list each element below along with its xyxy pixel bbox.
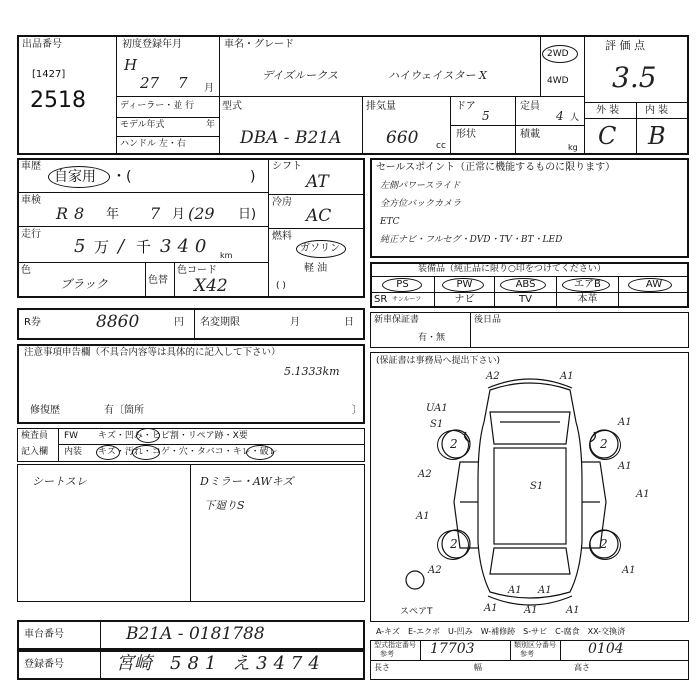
wheel-circle bbox=[589, 430, 621, 460]
shaken-day-unit: 日) bbox=[238, 207, 257, 222]
history-close: ) bbox=[250, 169, 256, 185]
repair-label: 修復歴 bbox=[30, 405, 60, 416]
sales-line: ETC bbox=[380, 217, 400, 227]
doors: 5 bbox=[482, 109, 490, 123]
inspector-label: 検査員 bbox=[21, 431, 49, 441]
damage-label: 2 bbox=[450, 437, 458, 451]
height-label: 高さ bbox=[574, 663, 590, 672]
damage-label: S1 bbox=[430, 419, 444, 430]
lot-number: 2518 bbox=[30, 88, 86, 113]
load-label: 積載 bbox=[520, 129, 540, 140]
equip-airbag: エアB bbox=[574, 279, 601, 290]
reg-month: 7 bbox=[178, 74, 188, 92]
drive-4wd: 4WD bbox=[547, 76, 569, 86]
repair-close: 〕 bbox=[352, 405, 362, 416]
fw-label: FW bbox=[64, 431, 79, 441]
damage-label: 2 bbox=[450, 537, 458, 551]
recycle-amount: 8860 bbox=[96, 312, 140, 332]
divider bbox=[18, 262, 268, 263]
grade: ハイウェイスター X bbox=[388, 69, 487, 82]
door-label: ドア bbox=[456, 101, 476, 112]
damage-label: S1 bbox=[530, 481, 544, 492]
equip-aw: AW bbox=[645, 279, 663, 290]
damage-label: A1 bbox=[538, 585, 552, 596]
length-label: 長さ bbox=[374, 663, 390, 672]
month-unit: 月 bbox=[204, 83, 214, 94]
fuel-paren: ( ) bbox=[276, 281, 286, 291]
model-num-label: 型式指定番号 bbox=[374, 641, 416, 649]
divider bbox=[100, 621, 101, 649]
damage-label: A2 bbox=[486, 371, 500, 382]
name-change-label: 名変期限 bbox=[200, 317, 240, 328]
shaken-year-unit: 年 bbox=[106, 207, 120, 222]
shape-label: 形状 bbox=[456, 129, 476, 140]
car-name-label: 車名・グレード bbox=[224, 39, 294, 50]
shift-label: シフト bbox=[272, 161, 302, 172]
color-code: X42 bbox=[194, 276, 228, 296]
recycle-label: R券 bbox=[24, 317, 41, 328]
mileage-label: 走行 bbox=[21, 229, 41, 240]
ac: AC bbox=[306, 206, 332, 226]
color: ブラック bbox=[60, 277, 108, 291]
first-reg-label: 初度登録年月 bbox=[122, 39, 182, 50]
category: 0104 bbox=[588, 641, 624, 657]
shaken-year: 8 bbox=[74, 204, 85, 223]
plate-kana: え bbox=[232, 653, 250, 674]
color-change-label: 色替 bbox=[148, 275, 168, 286]
divider bbox=[117, 96, 584, 97]
check-circle bbox=[132, 445, 160, 460]
model-code: DBA - B21A bbox=[240, 128, 342, 148]
sales-title: セールスポイント（正常に機能するものに限ります） bbox=[376, 162, 616, 173]
equip-navi: ナビ bbox=[454, 294, 475, 305]
header-box bbox=[17, 35, 689, 155]
shaken-month-unit: 月 bbox=[172, 207, 186, 222]
warranty-yes-no: 有・無 bbox=[418, 333, 446, 343]
shaken-era: R bbox=[56, 204, 69, 223]
sales-line: 純正ナビ・フルセグ・DVD・TV・BT・LED bbox=[380, 235, 563, 245]
model-year-label: モデル年式 bbox=[120, 120, 165, 130]
damage-label: A2 bbox=[418, 469, 432, 480]
damage-label: A2 bbox=[428, 565, 442, 576]
car-name: デイズルークス bbox=[262, 69, 339, 82]
divider bbox=[219, 36, 220, 154]
notes-handwritten: 5.1333km bbox=[284, 365, 340, 378]
comment: シートスレ bbox=[32, 475, 87, 488]
equip-tv: TV bbox=[519, 294, 532, 305]
handle-label: ハンドル 左・右 bbox=[120, 139, 186, 149]
fuel-diesel: 軽 油 bbox=[304, 263, 328, 274]
lot-label: 出品番号 bbox=[22, 39, 62, 50]
divider bbox=[117, 117, 219, 118]
divider bbox=[584, 36, 585, 154]
drive-2wd-circle bbox=[542, 45, 578, 63]
divider bbox=[371, 276, 688, 277]
displacement-label: 排気量 bbox=[366, 101, 396, 112]
history: 自家用 bbox=[54, 169, 96, 185]
damage-label: A1 bbox=[566, 605, 580, 616]
color-code-label: 色コード bbox=[177, 265, 217, 276]
ref-label: 参考 bbox=[520, 650, 534, 658]
lot-code: [1427] bbox=[32, 69, 66, 80]
comment: Dミラー・AWキズ bbox=[200, 475, 294, 488]
equip-pw: PW bbox=[456, 279, 473, 290]
mileage-sen-mark: / bbox=[118, 236, 125, 257]
warranty-label: 新車保証書 bbox=[374, 315, 420, 325]
equip-abs: ABS bbox=[515, 279, 536, 290]
notes-title: 注意事項申告欄（不具合内容等は具体的に記入して下さい） bbox=[24, 347, 281, 358]
score-label: 評 価 点 bbox=[605, 39, 645, 52]
wheel-circle bbox=[589, 530, 621, 560]
damage-label: A1 bbox=[508, 585, 522, 596]
sales-line: 左側パワースライド bbox=[380, 181, 461, 191]
divider bbox=[585, 102, 689, 103]
divider bbox=[636, 103, 637, 154]
ref-label: 参考 bbox=[380, 650, 394, 658]
entry-label: 記入欄 bbox=[21, 447, 49, 457]
diagram-note: (保証書は事務局へ提出下さい) bbox=[376, 356, 501, 366]
width-label: 幅 bbox=[474, 663, 482, 672]
divider bbox=[451, 125, 584, 126]
category-label: 類別区分番号 bbox=[514, 641, 556, 649]
mileage-man: 5 bbox=[74, 236, 86, 257]
divider bbox=[18, 192, 268, 193]
damage-label: A1 bbox=[618, 461, 632, 472]
score: 3.5 bbox=[612, 61, 657, 94]
km-unit: km bbox=[220, 251, 233, 260]
capacity-label: 定員 bbox=[520, 101, 540, 112]
damage-label: A1 bbox=[636, 489, 650, 500]
divider bbox=[470, 313, 471, 347]
mileage-rest: 340 bbox=[160, 236, 213, 257]
interior-grade: B bbox=[648, 122, 666, 150]
ext-checklist: キズ・凹み・ヒビ割・リペア跡・X要 bbox=[98, 431, 248, 441]
equip-leather: 本革 bbox=[577, 294, 598, 305]
repair-value: 有〔箇所 bbox=[104, 405, 144, 416]
divider bbox=[371, 292, 688, 293]
shaken-label: 車検 bbox=[21, 195, 41, 206]
persons-unit: 人 bbox=[570, 113, 580, 123]
shaken-day: (29 bbox=[188, 204, 215, 223]
history-label: 車歴 bbox=[21, 161, 41, 172]
damage-label: 2 bbox=[600, 537, 608, 551]
int-checklist: キズ・汚れ・コゲ・穴・タバコ・キレ・破レ bbox=[98, 447, 278, 457]
check-circle bbox=[136, 428, 160, 443]
plate-area: 宮崎 bbox=[116, 653, 152, 674]
check-circle bbox=[96, 445, 120, 460]
back-seat-label: 後日品 bbox=[474, 315, 502, 325]
color-label: 色 bbox=[21, 265, 31, 276]
divider bbox=[100, 651, 101, 679]
divider bbox=[510, 641, 511, 660]
wheel-circle bbox=[437, 530, 469, 560]
damage-label: A1 bbox=[560, 371, 574, 382]
era: H bbox=[124, 56, 138, 74]
divider bbox=[540, 36, 541, 96]
divider bbox=[560, 641, 561, 660]
displacement: 660 bbox=[386, 128, 419, 148]
damage-label: UA1 bbox=[426, 403, 448, 414]
check-circle bbox=[246, 445, 274, 460]
spare-label: スペアT bbox=[400, 607, 433, 617]
drive-2wd: 2WD bbox=[547, 49, 569, 59]
exterior-grade: C bbox=[598, 122, 617, 150]
exterior-label: 外 装 bbox=[596, 105, 620, 116]
divider bbox=[190, 465, 191, 601]
chassis: B21A - 0181788 bbox=[126, 624, 265, 644]
kg-unit: kg bbox=[568, 143, 578, 152]
interior-label: 内 装 bbox=[645, 105, 669, 116]
nc-month-unit: 月 bbox=[290, 317, 300, 328]
divider bbox=[18, 226, 268, 227]
ac-label: 冷房 bbox=[272, 197, 292, 208]
chassis-label: 車台番号 bbox=[24, 629, 64, 640]
divider bbox=[194, 309, 195, 339]
plate-num: 3474 bbox=[256, 653, 326, 674]
damage-label: 2 bbox=[600, 437, 608, 451]
divider bbox=[420, 641, 421, 660]
divider bbox=[145, 263, 146, 297]
sales-line: 全方位バックカメラ bbox=[380, 199, 462, 209]
equip-ps: PS bbox=[396, 279, 409, 290]
divider bbox=[117, 136, 219, 137]
fuel-label: 燃料 bbox=[272, 231, 292, 242]
shaken-month: 7 bbox=[150, 204, 161, 223]
divider bbox=[58, 429, 59, 461]
damage-label: A1 bbox=[618, 417, 632, 428]
history-paren: ・( bbox=[112, 169, 132, 185]
shift: AT bbox=[306, 172, 329, 192]
model-num: 17703 bbox=[430, 641, 475, 657]
divider bbox=[269, 228, 364, 229]
divider bbox=[371, 660, 688, 661]
divider bbox=[362, 97, 363, 154]
plate-label: 登録番号 bbox=[24, 659, 64, 670]
equipment-title: 装備品（純正品に限り○印をつけてください） bbox=[418, 264, 606, 274]
damage-label: A1 bbox=[524, 605, 538, 616]
recycle-box bbox=[17, 308, 365, 340]
legend: A-キズ E-エクボ U-凹み W-補修跡 S-サビ C-腐食 XX-交換済 bbox=[376, 627, 626, 636]
model-label: 型式 bbox=[222, 101, 242, 112]
equip-sr: SR bbox=[374, 294, 388, 305]
man-unit: 万 bbox=[94, 238, 110, 256]
damage-label: A1 bbox=[416, 511, 430, 522]
reg-year: 27 bbox=[140, 74, 160, 92]
interior-label-2: 内装 bbox=[64, 447, 83, 457]
wheel-circle bbox=[437, 430, 469, 460]
nc-day-unit: 日 bbox=[344, 317, 354, 328]
divider bbox=[585, 118, 689, 119]
dealer-label: ディーラー・並 行 bbox=[120, 101, 195, 111]
yen-unit: 円 bbox=[174, 317, 184, 328]
capacity: 4 bbox=[556, 109, 564, 123]
year-unit: 年 bbox=[206, 120, 216, 130]
equip-sunroof: サンルーフ bbox=[392, 296, 422, 303]
cc-unit: cc bbox=[436, 141, 446, 151]
sen-unit: 千 bbox=[136, 238, 152, 256]
divider bbox=[269, 194, 364, 195]
damage-label: A1 bbox=[484, 603, 498, 614]
divider bbox=[174, 263, 175, 297]
fuel-gasoline: ガソリン bbox=[300, 243, 340, 254]
plate-class: 581 bbox=[170, 653, 223, 674]
comment: 下廻りS bbox=[204, 499, 245, 512]
damage-label: A1 bbox=[622, 565, 636, 576]
